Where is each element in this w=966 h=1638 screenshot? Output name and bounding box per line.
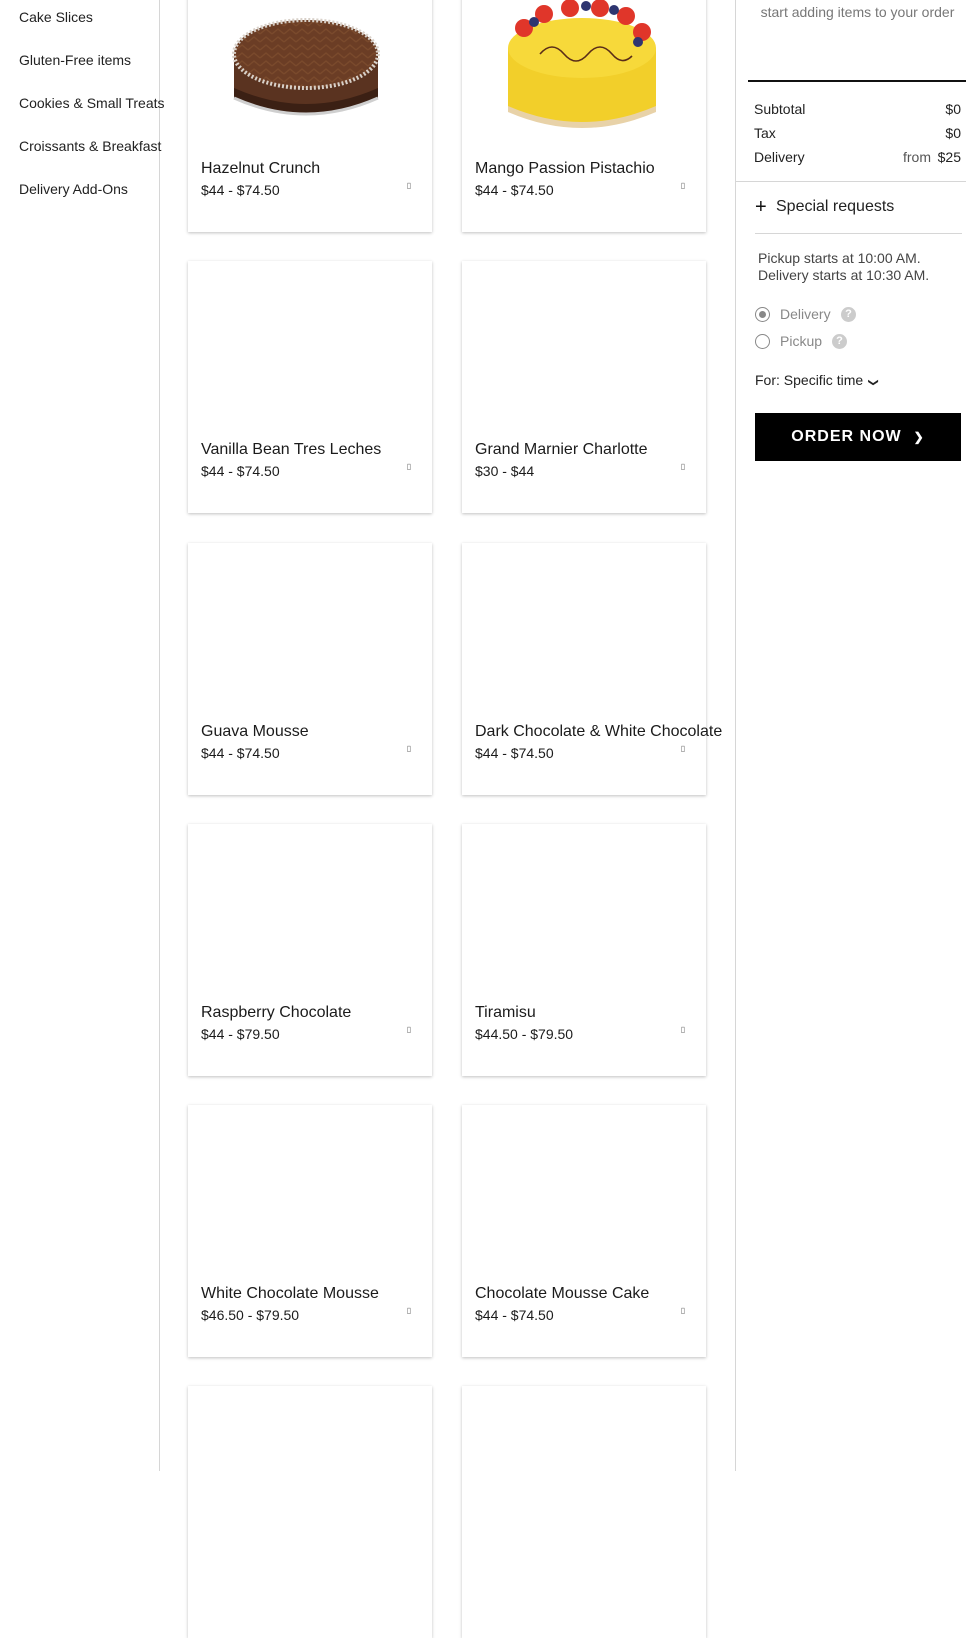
pickup-radio[interactable]: [755, 334, 770, 349]
product-price: $44 - $74.50: [201, 745, 280, 761]
special-requests-label: Special requests: [776, 198, 895, 215]
product-image: [462, 824, 706, 994]
product-name: Chocolate Mousse Cake: [475, 1285, 650, 1302]
product-name: White Chocolate Mousse: [201, 1285, 379, 1302]
product-price: $44.50 - $79.50: [475, 1026, 574, 1042]
pickup-option[interactable]: [755, 333, 865, 351]
product-price: $30 - $44: [475, 463, 535, 479]
product-card[interactable]: [462, 824, 706, 1076]
order-time-selector[interactable]: [755, 372, 878, 388]
chevron-down-icon: ❯: [867, 378, 879, 387]
product-image: [188, 261, 432, 431]
sidebar-item-cookies[interactable]: Cookies & Small Treats: [19, 95, 165, 111]
service-hours: [758, 250, 929, 284]
sidebar-item-croissants[interactable]: Croissants & Breakfast: [19, 138, 162, 154]
product-image: [462, 1386, 706, 1556]
mango-cake-image: [462, 0, 706, 150]
delivery-fee-value: $25: [937, 149, 961, 165]
product-price: $44 - $74.50: [475, 745, 554, 761]
product-grid: [160, 0, 735, 1471]
empty-cart-message: start adding items to your order: [760, 4, 955, 20]
category-sidebar: [0, 0, 165, 1471]
product-price: $44 - $79.50: [201, 1026, 280, 1042]
add-item-icon[interactable]: ▯: [680, 181, 686, 190]
help-icon[interactable]: ?: [841, 307, 856, 322]
product-card[interactable]: [462, 261, 706, 513]
add-item-icon[interactable]: ▯: [406, 462, 412, 471]
sidebar-item-cake-slices[interactable]: Cake Slices: [19, 9, 93, 25]
product-price: $44 - $74.50: [475, 182, 554, 198]
product-name: Guava Mousse: [201, 723, 309, 740]
add-item-icon[interactable]: ▯: [680, 462, 686, 471]
add-item-icon[interactable]: ▯: [406, 181, 412, 190]
summary-divider: [736, 181, 966, 182]
product-card[interactable]: [188, 261, 432, 513]
sidebar-item-gluten-free[interactable]: Gluten-Free items: [19, 52, 132, 68]
chocolate-cake-image: [188, 0, 432, 150]
help-icon[interactable]: ?: [832, 334, 847, 349]
product-price: $44 - $74.50: [201, 463, 280, 479]
product-image: [462, 1105, 706, 1275]
subtotal-value: $0: [945, 101, 961, 117]
product-image: [188, 824, 432, 994]
delivery-fee-row: [754, 149, 961, 165]
sidebar-item-delivery-addons[interactable]: Delivery Add-Ons: [19, 181, 128, 197]
delivery-option-label: Delivery: [780, 306, 831, 322]
add-item-icon[interactable]: ▯: [406, 1025, 412, 1034]
delivery-fee-label: Delivery: [754, 149, 805, 165]
product-name: Vanilla Bean Tres Leches: [201, 441, 382, 458]
product-name: Grand Marnier Charlotte: [475, 441, 648, 458]
plus-icon: +: [755, 196, 767, 218]
product-card[interactable]: [188, 1386, 432, 1638]
product-name: Mango Passion Pistachio: [475, 160, 655, 177]
add-item-icon[interactable]: ▯: [680, 744, 686, 753]
special-requests-toggle[interactable]: [755, 197, 962, 234]
product-name: Tiramisu: [475, 1004, 536, 1021]
pickup-option-label: Pickup: [780, 333, 823, 349]
pickup-hours-text: Pickup starts at 10:00 AM.: [758, 250, 921, 266]
product-image: [188, 1105, 432, 1275]
tax-row: [754, 125, 961, 141]
delivery-radio[interactable]: [755, 307, 770, 322]
product-card[interactable]: [188, 1105, 432, 1357]
product-card[interactable]: [462, 0, 706, 232]
delivery-fee-from: from: [903, 149, 931, 165]
delivery-hours-text: Delivery starts at 10:30 AM.: [758, 267, 930, 283]
tax-value: $0: [945, 125, 961, 141]
product-image: [462, 543, 706, 713]
delivery-option[interactable]: [755, 306, 865, 324]
product-image: [188, 1386, 432, 1556]
product-card[interactable]: [462, 1105, 706, 1357]
add-item-icon[interactable]: ▯: [680, 1025, 686, 1034]
order-panel: [735, 0, 966, 1471]
subtotal-row: [754, 101, 961, 117]
product-image: [188, 543, 432, 713]
add-item-icon[interactable]: ▯: [680, 1306, 686, 1315]
add-item-icon[interactable]: ▯: [406, 744, 412, 753]
product-card[interactable]: [188, 824, 432, 1076]
product-image: [462, 261, 706, 431]
chevron-right-icon: ❯: [913, 430, 925, 444]
product-name: Raspberry Chocolate: [201, 1004, 352, 1021]
tax-label: Tax: [754, 125, 776, 141]
product-card[interactable]: [188, 543, 432, 795]
subtotal-label: Subtotal: [754, 101, 806, 117]
product-name: Dark Chocolate & White Chocolate: [475, 723, 723, 740]
product-price: $44 - $74.50: [201, 182, 280, 198]
product-price: $44 - $74.50: [475, 1307, 554, 1323]
order-now-button[interactable]: [755, 413, 961, 461]
product-price: $46.50 - $79.50: [201, 1307, 300, 1323]
product-card[interactable]: [462, 1386, 706, 1638]
add-item-icon[interactable]: ▯: [406, 1306, 412, 1315]
cart-divider: [748, 80, 966, 82]
order-time-label: For: Specific time: [755, 372, 864, 388]
order-now-label: ORDER NOW: [791, 428, 902, 445]
product-card[interactable]: [462, 543, 723, 795]
product-name: Hazelnut Crunch: [201, 160, 321, 177]
product-card[interactable]: [188, 0, 432, 232]
